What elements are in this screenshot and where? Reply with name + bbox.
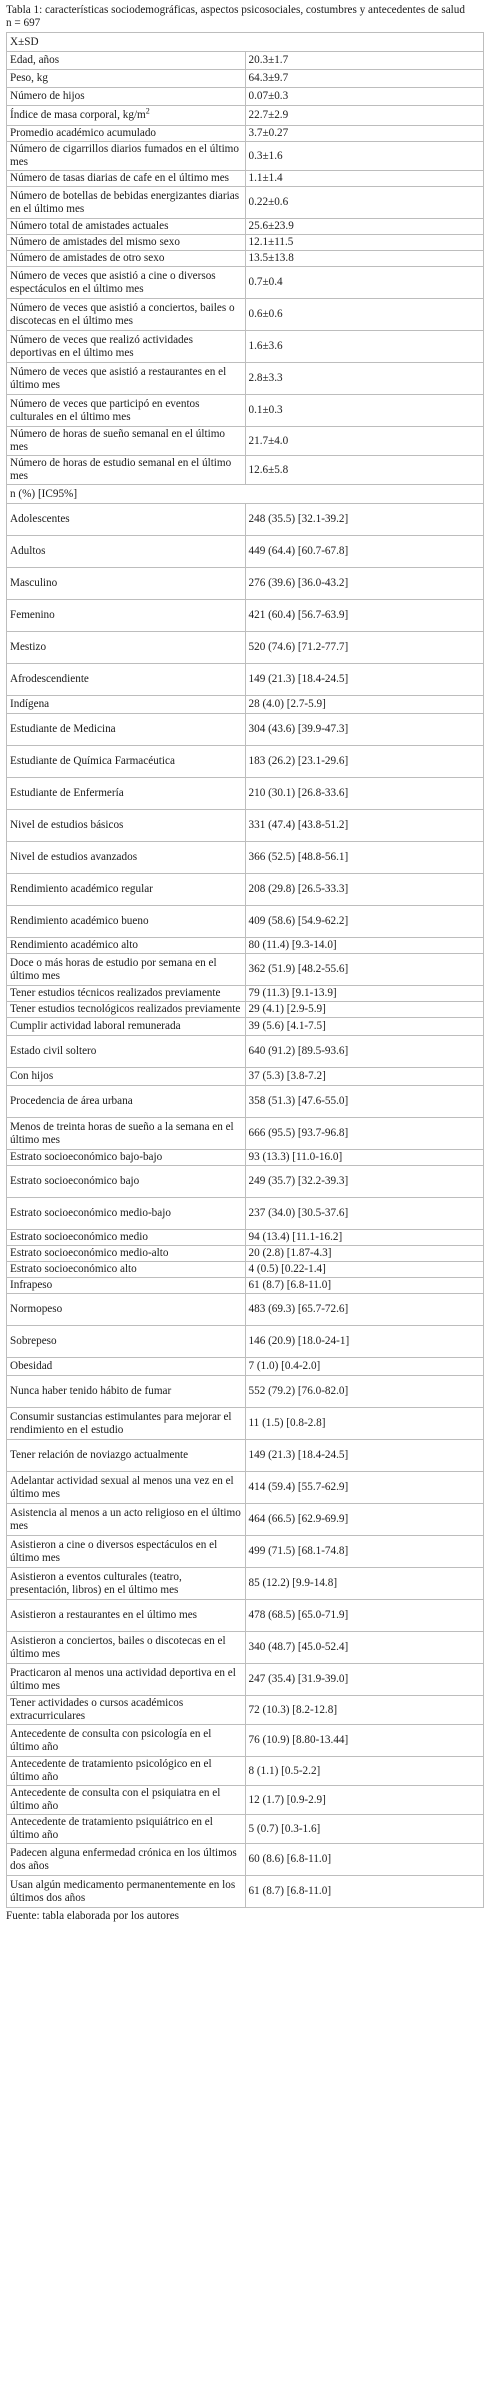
row-label-text: Antecedente de consulta con el psiquiatra en el último año: [10, 1787, 221, 1812]
row-value: 210 (30.1) [26.8-33.6]: [245, 778, 484, 810]
section-header-row: [7, 33, 484, 52]
table-row: [7, 632, 484, 664]
row-label: [7, 1036, 246, 1068]
row-label: [7, 1230, 246, 1246]
row-label: [7, 1664, 246, 1696]
row-label-text: Tener estudios tecnológicos realizados previamente: [10, 1003, 241, 1015]
table-row: [7, 906, 484, 938]
row-value: 520 (74.6) [71.2-77.7]: [245, 632, 484, 664]
row-label: [7, 810, 246, 842]
table-row: [7, 427, 484, 456]
table-row: [7, 1150, 484, 1166]
table-row: [7, 504, 484, 536]
row-label: [7, 1757, 246, 1786]
table-row: [7, 938, 484, 954]
row-label: [7, 746, 246, 778]
table-row: [7, 395, 484, 427]
row-label-text: Estrato socioeconómico medio-alto: [10, 1247, 169, 1259]
row-value: 183 (26.2) [23.1-29.6]: [245, 746, 484, 778]
row-label-text: Femenino: [10, 609, 55, 621]
row-label: [7, 954, 246, 986]
row-label-text: Asistieron a conciertos, bailes o discotecas en el último mes: [10, 1634, 226, 1660]
row-value: 409 (58.6) [54.9-62.2]: [245, 906, 484, 938]
row-label-text: Cumplir actividad laboral remunerada: [10, 1020, 181, 1032]
row-value: 61 (8.7) [6.8-11.0]: [245, 1278, 484, 1294]
row-label: [7, 696, 246, 714]
row-value: 1.1±1.4: [245, 171, 484, 187]
table-row: [7, 187, 484, 219]
table-row: [7, 1358, 484, 1376]
row-value: 20.3±1.7: [245, 52, 484, 70]
row-value: 22.7±2.9: [245, 106, 484, 126]
row-value: 0.3±1.6: [245, 142, 484, 171]
table-row: [7, 600, 484, 632]
row-label: [7, 1262, 246, 1278]
row-value: 366 (52.5) [48.8-56.1]: [245, 842, 484, 874]
row-label: [7, 1472, 246, 1504]
row-value: 640 (91.2) [89.5-93.6]: [245, 1036, 484, 1068]
row-label: [7, 600, 246, 632]
row-value: 3.7±0.27: [245, 126, 484, 142]
table-row: [7, 267, 484, 299]
row-label-text: Promedio académico acumulado: [10, 127, 157, 139]
row-label-text: Número de tasas diarias de cafe en el último mes: [10, 172, 230, 184]
row-value: 0.7±0.4: [245, 267, 484, 299]
table-row: [7, 235, 484, 251]
section-header-row: [7, 485, 484, 504]
row-label-text: Número de veces que participó en eventos culturales en el último mes: [10, 397, 200, 423]
row-label: [7, 1504, 246, 1536]
row-value: 11 (1.5) [0.8-2.8]: [245, 1408, 484, 1440]
row-label-text: Adultos: [10, 545, 46, 557]
row-label: [7, 363, 246, 395]
row-value: 362 (51.9) [48.2-55.6]: [245, 954, 484, 986]
row-label-text: Practicaron al menos una actividad deportiva en el último mes: [10, 1666, 236, 1692]
row-value: 8 (1.1) [0.5-2.2]: [245, 1757, 484, 1786]
row-value: 1.6±3.6: [245, 331, 484, 363]
row-label: [7, 632, 246, 664]
row-label: [7, 714, 246, 746]
row-label: [7, 842, 246, 874]
table-row: [7, 664, 484, 696]
section-header: X±SD: [7, 33, 484, 52]
row-label-text: Indígena: [10, 698, 50, 710]
row-label-text: Doce o más horas de estudio por semana en el último mes: [10, 956, 217, 982]
table-row: [7, 1086, 484, 1118]
row-label-text: Número de hijos: [10, 90, 85, 102]
row-label: [7, 1376, 246, 1408]
row-label: [7, 906, 246, 938]
table-row: [7, 1166, 484, 1198]
row-label-text: Afrodescendiente: [10, 673, 89, 685]
row-value: 276 (39.6) [36.0-43.2]: [245, 568, 484, 600]
table-row: [7, 986, 484, 1002]
table-row: [7, 126, 484, 142]
row-value: 2.8±3.3: [245, 363, 484, 395]
row-label-text: Tener actividades o cursos académicos extracurriculares: [10, 1697, 184, 1722]
row-label-text: Índice de masa corporal, kg/m: [10, 109, 146, 121]
row-label-text: Asistieron a eventos culturales (teatro, presentación, libros) en el último mes: [10, 1570, 182, 1596]
row-value: 464 (66.5) [62.9-69.9]: [245, 1504, 484, 1536]
row-value: 358 (51.3) [47.6-55.0]: [245, 1086, 484, 1118]
table-row: [7, 1036, 484, 1068]
row-label: [7, 1440, 246, 1472]
row-label-text: Estrato socioeconómico medio-bajo: [10, 1207, 171, 1219]
table-row: [7, 331, 484, 363]
table-row: [7, 1600, 484, 1632]
row-label: [7, 1118, 246, 1150]
row-value: 7 (1.0) [0.4-2.0]: [245, 1358, 484, 1376]
row-label-text: Procedencia de área urbana: [10, 1095, 133, 1107]
row-label: [7, 52, 246, 70]
table-row: [7, 1198, 484, 1230]
row-label: [7, 251, 246, 267]
data-table: [6, 32, 484, 1908]
row-value: 72 (10.3) [8.2-12.8]: [245, 1696, 484, 1725]
table-row: [7, 70, 484, 88]
row-label: [7, 171, 246, 187]
row-label: [7, 1725, 246, 1757]
row-label: [7, 1018, 246, 1036]
table-row: [7, 251, 484, 267]
row-label-text: Menos de treinta horas de sueño a la semana en el último mes: [10, 1120, 234, 1146]
row-value: 483 (69.3) [65.7-72.6]: [245, 1294, 484, 1326]
table-row: [7, 1326, 484, 1358]
row-value: 79 (11.3) [9.1-13.9]: [245, 986, 484, 1002]
table-row: [7, 363, 484, 395]
table-row: [7, 1725, 484, 1757]
row-label: [7, 1568, 246, 1600]
row-label: [7, 1408, 246, 1440]
table-row: [7, 1536, 484, 1568]
row-value: 64.3±9.7: [245, 70, 484, 88]
table-row: [7, 810, 484, 842]
row-value: 76 (10.9) [8.80-13.44]: [245, 1725, 484, 1757]
table-row: [7, 1376, 484, 1408]
table-row: [7, 714, 484, 746]
row-label-text: Obesidad: [10, 1360, 53, 1372]
row-label-text: Nivel de estudios básicos: [10, 819, 124, 831]
table-row: [7, 171, 484, 187]
row-label-text: Número de horas de estudio semanal en el último mes: [10, 457, 232, 482]
row-label-text: Estrato socioeconómico bajo-bajo: [10, 1151, 163, 1163]
table-row: [7, 1504, 484, 1536]
row-label: [7, 1786, 246, 1815]
row-label-text: Estudiante de Química Farmacéutica: [10, 755, 175, 767]
row-label: [7, 456, 246, 485]
row-label: [7, 106, 246, 126]
row-label-text: Tener relación de noviazgo actualmente: [10, 1449, 189, 1461]
row-label: [7, 874, 246, 906]
row-label: [7, 187, 246, 219]
table-row: [7, 778, 484, 810]
row-label-text: Número total de amistades actuales: [10, 220, 169, 232]
row-value: 39 (5.6) [4.1-7.5]: [245, 1018, 484, 1036]
row-label-text: Asistencia al menos a un acto religioso en el último mes: [10, 1506, 241, 1532]
row-value: 94 (13.4) [11.1-16.2]: [245, 1230, 484, 1246]
table-footnote: Fuente: tabla elaborada por los autores: [6, 1910, 180, 1922]
table-row: [7, 1294, 484, 1326]
row-label: [7, 219, 246, 235]
row-label: [7, 1632, 246, 1664]
row-label-text: Rendimiento académico bueno: [10, 915, 149, 927]
row-label: [7, 536, 246, 568]
row-value: 4 (0.5) [0.22-1.4]: [245, 1262, 484, 1278]
row-label: [7, 299, 246, 331]
table-row: [7, 874, 484, 906]
row-value: 149 (21.3) [18.4-24.5]: [245, 664, 484, 696]
table-row: [7, 299, 484, 331]
row-value: 20 (2.8) [1.87-4.3]: [245, 1246, 484, 1262]
row-label-text: Estudiante de Medicina: [10, 723, 116, 735]
row-value: 247 (35.4) [31.9-39.0]: [245, 1664, 484, 1696]
table-caption: [6, 4, 484, 30]
table-row: [7, 52, 484, 70]
row-value: 0.6±0.6: [245, 299, 484, 331]
row-value: 12.1±11.5: [245, 235, 484, 251]
table-row: [7, 142, 484, 171]
sample-size: n = 697: [6, 17, 41, 29]
row-value: 61 (8.7) [6.8-11.0]: [245, 1876, 484, 1908]
row-label-text: Número de botellas de bebidas energizantes diarias en el último mes: [10, 189, 240, 215]
row-value: 21.7±4.0: [245, 427, 484, 456]
row-label-text: Número de cigarrillos diarios fumados en el último mes: [10, 143, 239, 168]
row-value: 666 (95.5) [93.7-96.8]: [245, 1118, 484, 1150]
row-label-text: Antecedente de tratamiento psicológico en el último año: [10, 1758, 212, 1783]
row-label-text: Masculino: [10, 577, 58, 589]
row-label-text: Número de amistades de otro sexo: [10, 252, 165, 264]
row-value: 304 (43.6) [39.9-47.3]: [245, 714, 484, 746]
table-row: [7, 1472, 484, 1504]
table-row: [7, 456, 484, 485]
row-value: 340 (48.7) [45.0-52.4]: [245, 1632, 484, 1664]
row-label: [7, 427, 246, 456]
row-label-text: Antecedente de tratamiento psiquiátrico en el último año: [10, 1816, 213, 1841]
row-label: [7, 1002, 246, 1018]
row-value: 499 (71.5) [68.1-74.8]: [245, 1536, 484, 1568]
row-value: 13.5±13.8: [245, 251, 484, 267]
table-row: [7, 1786, 484, 1815]
row-label-text: Estudiante de Enfermería: [10, 787, 124, 799]
row-label: [7, 1844, 246, 1876]
row-label: [7, 70, 246, 88]
table-row: [7, 88, 484, 106]
row-label-text: Infrapeso: [10, 1279, 53, 1291]
row-value: 0.22±0.6: [245, 187, 484, 219]
row-label: [7, 235, 246, 251]
table-row: [7, 1815, 484, 1844]
row-label: [7, 664, 246, 696]
row-label: [7, 568, 246, 600]
table-row: [7, 536, 484, 568]
table-row: [7, 1408, 484, 1440]
row-label-text: Nivel de estudios avanzados: [10, 851, 138, 863]
row-label: [7, 395, 246, 427]
table-row: [7, 1068, 484, 1086]
table-title: Tabla 1: características sociodemográficas, aspectos psicosociales, costumbres y antecedentes de salud: [6, 4, 465, 16]
row-value: 0.07±0.3: [245, 88, 484, 106]
table-row: [7, 1632, 484, 1664]
row-label: [7, 126, 246, 142]
row-label-text: Sobrepeso: [10, 1335, 57, 1347]
row-label-text: Asistieron a restaurantes en el último mes: [10, 1609, 198, 1621]
row-label: [7, 142, 246, 171]
table-row: [7, 568, 484, 600]
table-row: [7, 219, 484, 235]
row-value: 149 (21.3) [18.4-24.5]: [245, 1440, 484, 1472]
row-label: [7, 1086, 246, 1118]
row-label: [7, 1198, 246, 1230]
row-value: 12 (1.7) [0.9-2.9]: [245, 1786, 484, 1815]
row-label: [7, 1166, 246, 1198]
row-value: 414 (59.4) [55.7-62.9]: [245, 1472, 484, 1504]
row-label-text: Estrato socioeconómico medio: [10, 1231, 148, 1243]
row-label-text: Número de horas de sueño semanal en el último mes: [10, 428, 225, 453]
table-row: [7, 1440, 484, 1472]
row-value: 37 (5.3) [3.8-7.2]: [245, 1068, 484, 1086]
table-row: [7, 1664, 484, 1696]
row-value: 552 (79.2) [76.0-82.0]: [245, 1376, 484, 1408]
row-value: 0.1±0.3: [245, 395, 484, 427]
table-row: [7, 746, 484, 778]
row-label-text: Rendimiento académico regular: [10, 883, 153, 895]
row-label-superscript: 2: [145, 106, 150, 116]
row-value: 449 (64.4) [60.7-67.8]: [245, 536, 484, 568]
row-label: [7, 986, 246, 1002]
section-header: n (%) [IC95%]: [7, 485, 484, 504]
row-label: [7, 1600, 246, 1632]
table-row: [7, 1844, 484, 1876]
row-value: 249 (35.7) [32.2-39.3]: [245, 1166, 484, 1198]
row-label-text: Antecedente de consulta con psicología en el último año: [10, 1727, 212, 1753]
row-label-text: Asistieron a cine o diversos espectáculos en el último mes: [10, 1538, 218, 1564]
row-value: 12.6±5.8: [245, 456, 484, 485]
table-row: [7, 1262, 484, 1278]
row-label: [7, 778, 246, 810]
row-value: 237 (34.0) [30.5-37.6]: [245, 1198, 484, 1230]
row-label: [7, 1876, 246, 1908]
row-label: [7, 267, 246, 299]
row-label: [7, 938, 246, 954]
table-row: [7, 1568, 484, 1600]
table-row: [7, 842, 484, 874]
table-row: [7, 696, 484, 714]
row-label-text: Padecen alguna enfermedad crónica en los últimos dos años: [10, 1846, 237, 1872]
table-row: [7, 1018, 484, 1036]
row-label-text: Número de veces que asistió a restaurantes en el último mes: [10, 365, 227, 391]
row-label: [7, 1278, 246, 1294]
table-row: [7, 106, 484, 126]
row-label: [7, 1068, 246, 1086]
table-row: [7, 954, 484, 986]
table-row: [7, 1246, 484, 1262]
row-label-text: Número de veces que asistió a conciertos, bailes o discotecas en el último mes: [10, 301, 235, 327]
row-value: 25.6±23.9: [245, 219, 484, 235]
row-label-text: Mestizo: [10, 641, 47, 653]
row-label-text: Estado civil soltero: [10, 1045, 97, 1057]
row-value: 85 (12.2) [9.9-14.8]: [245, 1568, 484, 1600]
row-label: [7, 88, 246, 106]
row-label-text: Consumir sustancias estimulantes para mejorar el rendimiento en el estudio: [10, 1410, 232, 1436]
row-value: 28 (4.0) [2.7-5.9]: [245, 696, 484, 714]
row-label-text: Usan algún medicamento permanentemente en los últimos dos años: [10, 1878, 236, 1904]
row-label-text: Estrato socioeconómico alto: [10, 1263, 137, 1275]
row-label-text: Adelantar actividad sexual al menos una vez en el último mes: [10, 1474, 234, 1500]
row-value: 478 (68.5) [65.0-71.9]: [245, 1600, 484, 1632]
table-row: [7, 1230, 484, 1246]
row-label: [7, 1150, 246, 1166]
row-label-text: Número de veces que asistió a cine o diversos espectáculos en el último mes: [10, 269, 216, 295]
row-label-text: Rendimiento académico alto: [10, 939, 138, 951]
table-row: [7, 1118, 484, 1150]
row-label-text: Estrato socioeconómico bajo: [10, 1175, 140, 1187]
row-label-text: Con hijos: [10, 1070, 54, 1082]
table-row: [7, 1278, 484, 1294]
table-row: [7, 1002, 484, 1018]
row-label-text: Normopeso: [10, 1303, 63, 1315]
row-value: 248 (35.5) [32.1-39.2]: [245, 504, 484, 536]
row-label-text: Número de amistades del mismo sexo: [10, 236, 180, 248]
row-value: 421 (60.4) [56.7-63.9]: [245, 600, 484, 632]
table-row: [7, 1757, 484, 1786]
table-body: [7, 33, 484, 1908]
row-label: [7, 1358, 246, 1376]
table-row: [7, 1696, 484, 1725]
row-label-text: Nunca haber tenido hábito de fumar: [10, 1385, 172, 1397]
row-label: [7, 1246, 246, 1262]
row-value: 5 (0.7) [0.3-1.6]: [245, 1815, 484, 1844]
row-label: [7, 1815, 246, 1844]
table-row: [7, 1876, 484, 1908]
row-label: [7, 1294, 246, 1326]
row-label-text: Tener estudios técnicos realizados previamente: [10, 987, 221, 999]
row-label: [7, 1536, 246, 1568]
row-value: 60 (8.6) [6.8-11.0]: [245, 1844, 484, 1876]
row-value: 331 (47.4) [43.8-51.2]: [245, 810, 484, 842]
row-label-text: Peso, kg: [10, 72, 48, 84]
row-value: 208 (29.8) [26.5-33.3]: [245, 874, 484, 906]
row-value: 29 (4.1) [2.9-5.9]: [245, 1002, 484, 1018]
row-label: [7, 504, 246, 536]
row-label: [7, 1696, 246, 1725]
row-label: [7, 331, 246, 363]
row-value: 80 (11.4) [9.3-14.0]: [245, 938, 484, 954]
row-value: 146 (20.9) [18.0-24-1]: [245, 1326, 484, 1358]
row-value: 93 (13.3) [11.0-16.0]: [245, 1150, 484, 1166]
row-label-text: Adolescentes: [10, 513, 70, 525]
row-label-text: Número de veces que realizó actividades deportivas en el último mes: [10, 333, 193, 359]
row-label-text: Edad, años: [10, 54, 60, 66]
row-label: [7, 1326, 246, 1358]
